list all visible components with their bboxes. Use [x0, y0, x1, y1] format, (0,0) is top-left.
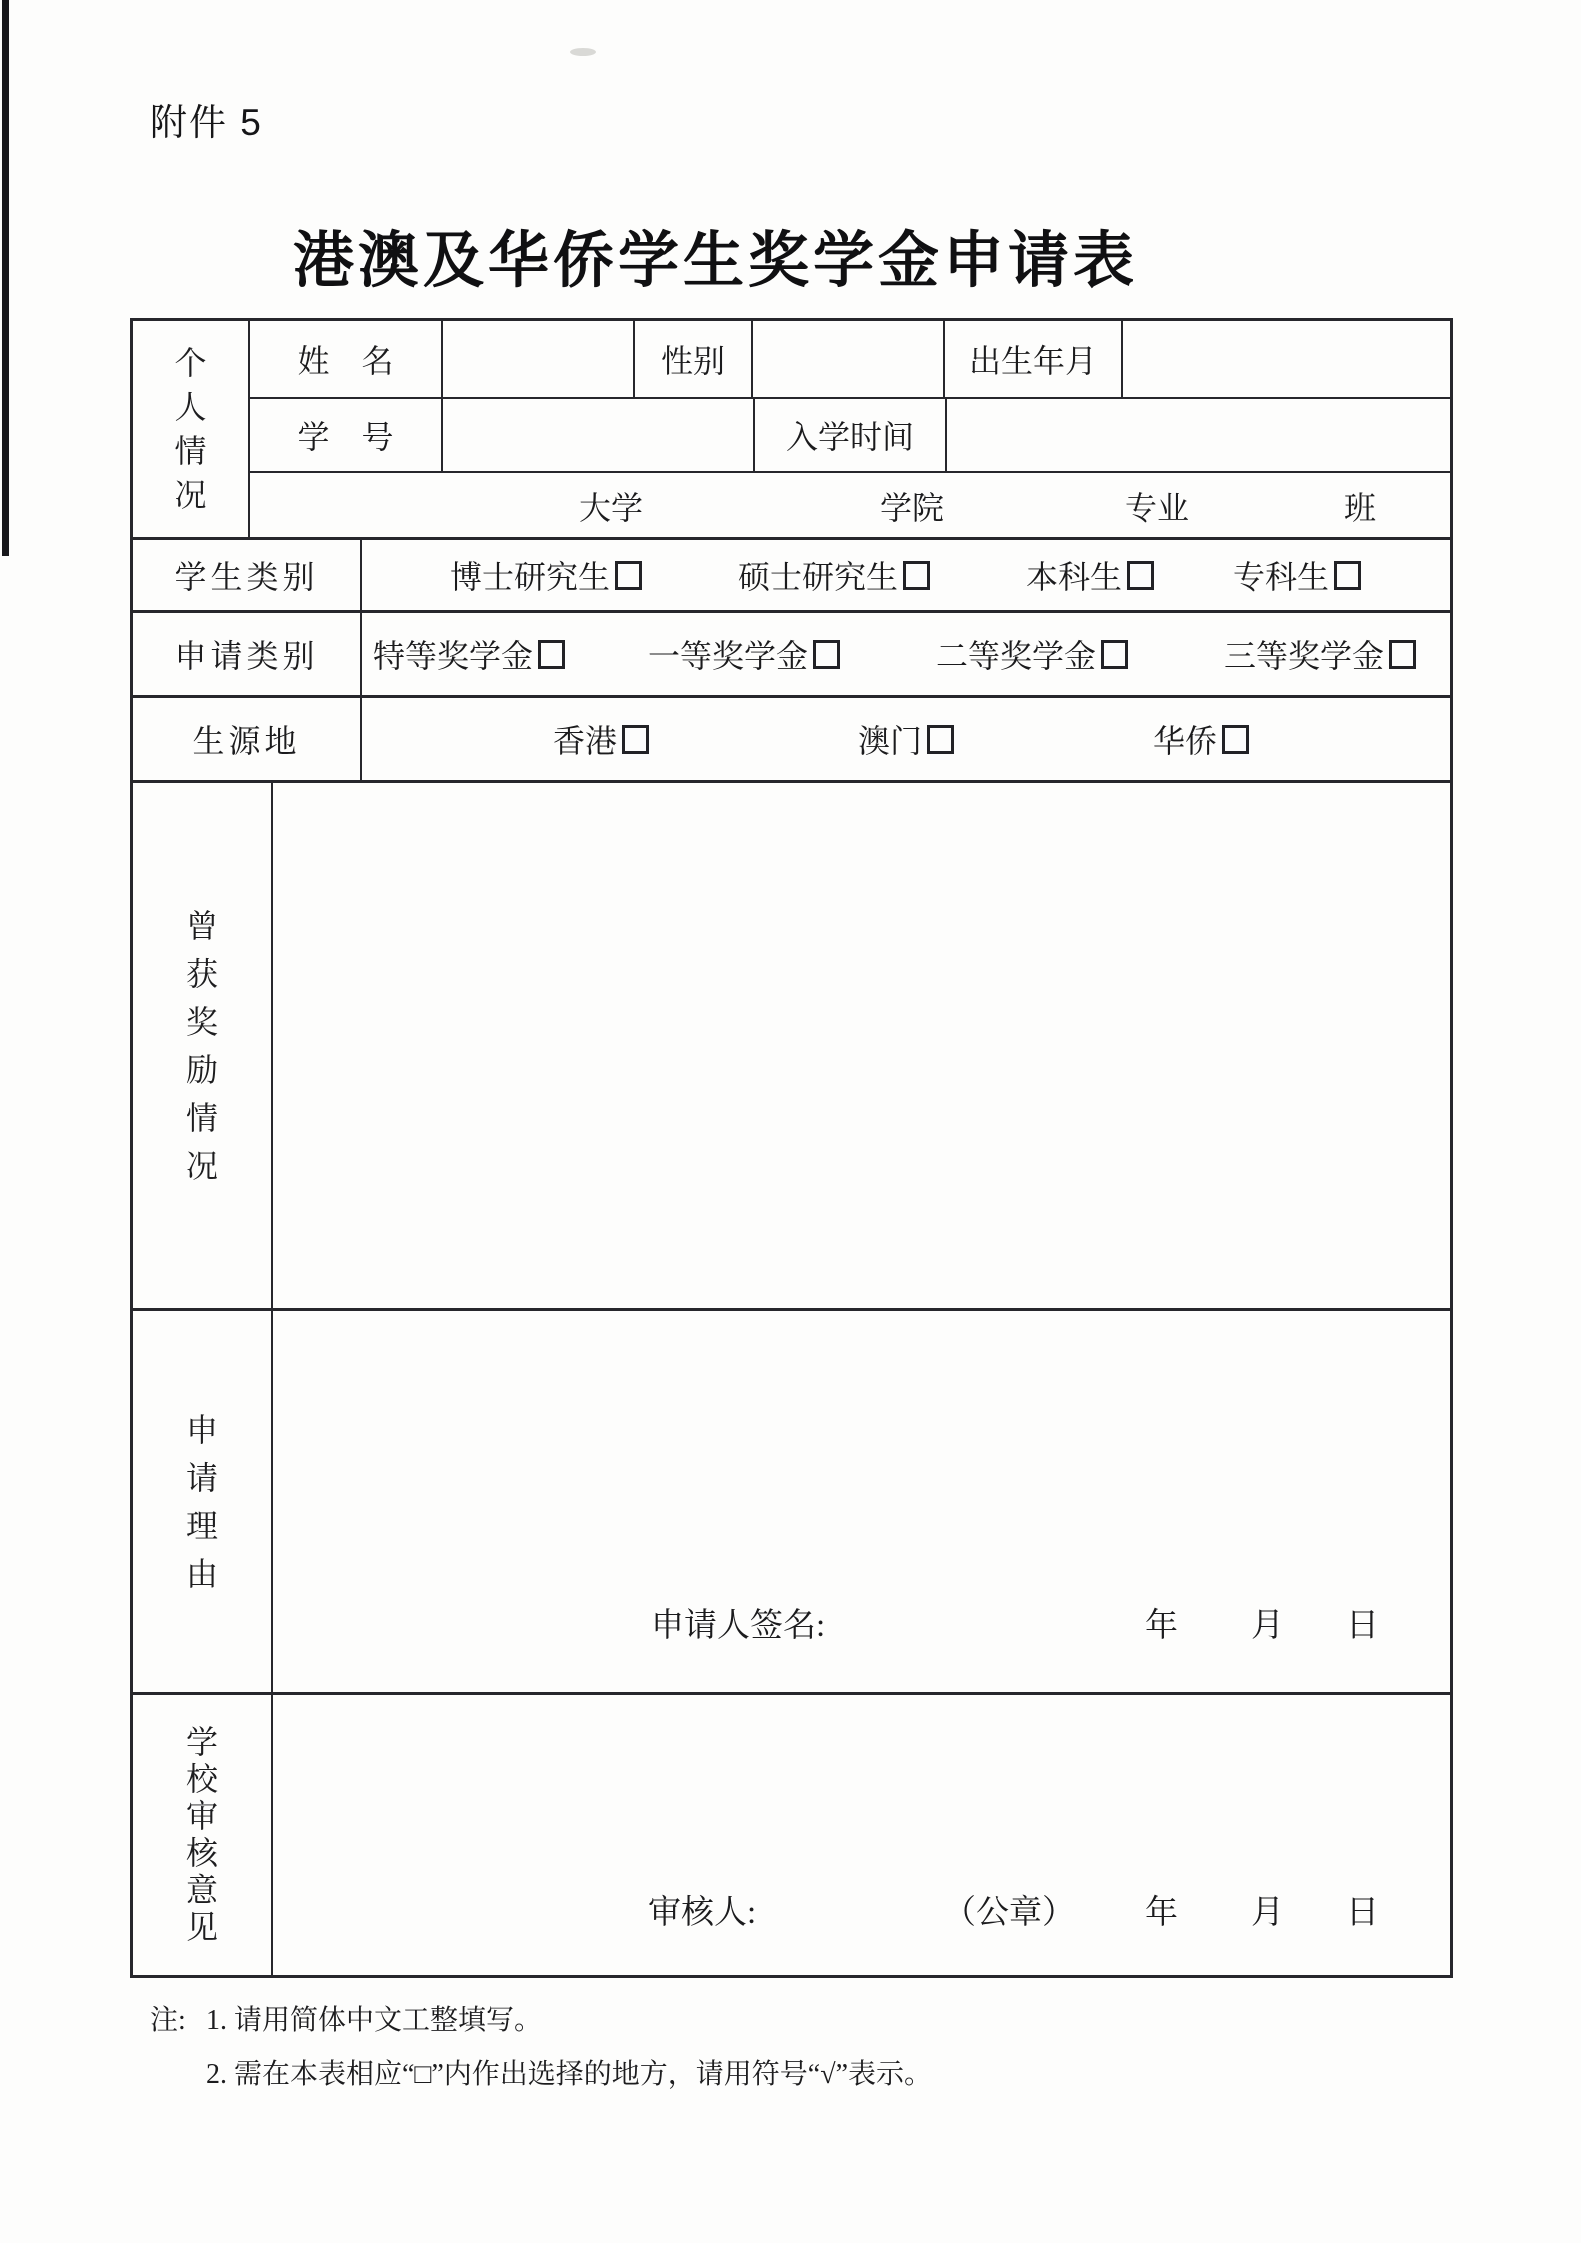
name-label: 姓 名 — [250, 321, 443, 397]
signature-month-label: 月 — [1251, 1608, 1284, 1644]
reason-section-label: 申请理由 — [133, 1311, 273, 1692]
checkbox-first-scholarship-icon[interactable] — [813, 640, 840, 669]
signature-year-label: 年 — [1145, 1608, 1178, 1644]
reviewer-label: 审核人: — [648, 1895, 757, 1931]
apply-category-row — [133, 613, 1450, 698]
reason-input-area[interactable] — [273, 1311, 1450, 1692]
note-item-2: 2. 需在本表相应“□”内作出选择的地方，请用符号“√”表示。 — [206, 2059, 932, 2090]
checkbox-third-scholarship-icon[interactable] — [1389, 640, 1416, 669]
name-input-cell[interactable] — [443, 321, 635, 397]
review-section-label: 学校审核意见 — [133, 1695, 273, 1975]
applicant-signature-label: 申请人签名: — [651, 1608, 826, 1644]
class-label: 班 — [1344, 490, 1377, 526]
review-day-label: 日 — [1346, 1895, 1379, 1931]
checkbox-second-scholarship-icon[interactable] — [1101, 640, 1128, 669]
enrollment-time-label: 入学时间 — [755, 399, 947, 471]
birth-date-input-cell[interactable] — [1123, 321, 1450, 397]
student-category-row — [133, 540, 1450, 613]
option-special-scholarship: 特等奖学金 — [373, 631, 565, 677]
option-macau: 澳门 — [858, 716, 954, 762]
personal-row-2 — [250, 399, 1450, 473]
personal-info-section — [133, 321, 1450, 540]
birth-date-label: 出生年月 — [945, 321, 1123, 397]
signature-day-label: 日 — [1346, 1608, 1379, 1644]
review-input-area[interactable] — [273, 1695, 1450, 1975]
student-category-label: 学生类别 — [133, 540, 362, 610]
checkbox-undergraduate-icon[interactable] — [1127, 561, 1154, 590]
application-form-table — [130, 318, 1453, 1978]
origin-label: 生源地 — [133, 698, 362, 780]
awards-section — [133, 783, 1450, 1311]
attachment-label: 附件 5 — [150, 102, 263, 143]
checkbox-hongkong-icon[interactable] — [622, 725, 649, 754]
scan-artifact-bar — [2, 0, 9, 556]
university-line-cell[interactable] — [250, 473, 1450, 537]
review-month-label: 月 — [1251, 1895, 1284, 1931]
student-id-input-cell[interactable] — [443, 399, 755, 471]
personal-info-section-label: 个人情况 — [133, 321, 250, 537]
apply-category-label: 申请类别 — [133, 613, 362, 695]
checkbox-associate-icon[interactable] — [1334, 561, 1361, 590]
awards-input-area[interactable] — [273, 783, 1450, 1308]
option-hongkong: 香港 — [553, 716, 649, 762]
checkbox-master-icon[interactable] — [903, 561, 930, 590]
gender-input-cell[interactable] — [753, 321, 945, 397]
awards-section-label: 曾获奖励情况 — [133, 783, 273, 1308]
university-label: 大学 — [579, 490, 644, 526]
scan-artifact-smudge — [570, 48, 596, 56]
college-label: 学院 — [880, 490, 945, 526]
notes-prefix: 注: — [150, 2005, 186, 2036]
personal-row-1 — [250, 321, 1450, 399]
option-overseas-chinese: 华侨 — [1153, 716, 1249, 762]
checkbox-overseas-chinese-icon[interactable] — [1222, 725, 1249, 754]
gender-label: 性别 — [635, 321, 753, 397]
option-master: 硕士研究生 — [738, 552, 930, 598]
checkbox-special-scholarship-icon[interactable] — [538, 640, 565, 669]
option-first-scholarship: 一等奖学金 — [648, 631, 840, 677]
reason-section — [133, 1311, 1450, 1695]
option-second-scholarship: 二等奖学金 — [936, 631, 1128, 677]
option-undergraduate: 本科生 — [1026, 552, 1154, 598]
enrollment-time-input-cell[interactable] — [947, 399, 1450, 471]
student-id-label: 学 号 — [250, 399, 443, 471]
checkbox-doctoral-icon[interactable] — [615, 561, 642, 590]
note-item-1: 1. 请用简体中文工整填写。 — [206, 2005, 543, 2036]
option-doctoral: 博士研究生 — [450, 552, 642, 598]
major-label: 专业 — [1125, 490, 1190, 526]
review-year-label: 年 — [1145, 1895, 1178, 1931]
official-seal-label: （公章） — [943, 1895, 1075, 1931]
page-title: 港澳及华侨学生奖学金申请表 — [293, 228, 1139, 295]
option-third-scholarship: 三等奖学金 — [1224, 631, 1416, 677]
option-associate: 专科生 — [1233, 552, 1361, 598]
review-section — [133, 1695, 1450, 1975]
origin-row — [133, 698, 1450, 783]
checkbox-macau-icon[interactable] — [927, 725, 954, 754]
